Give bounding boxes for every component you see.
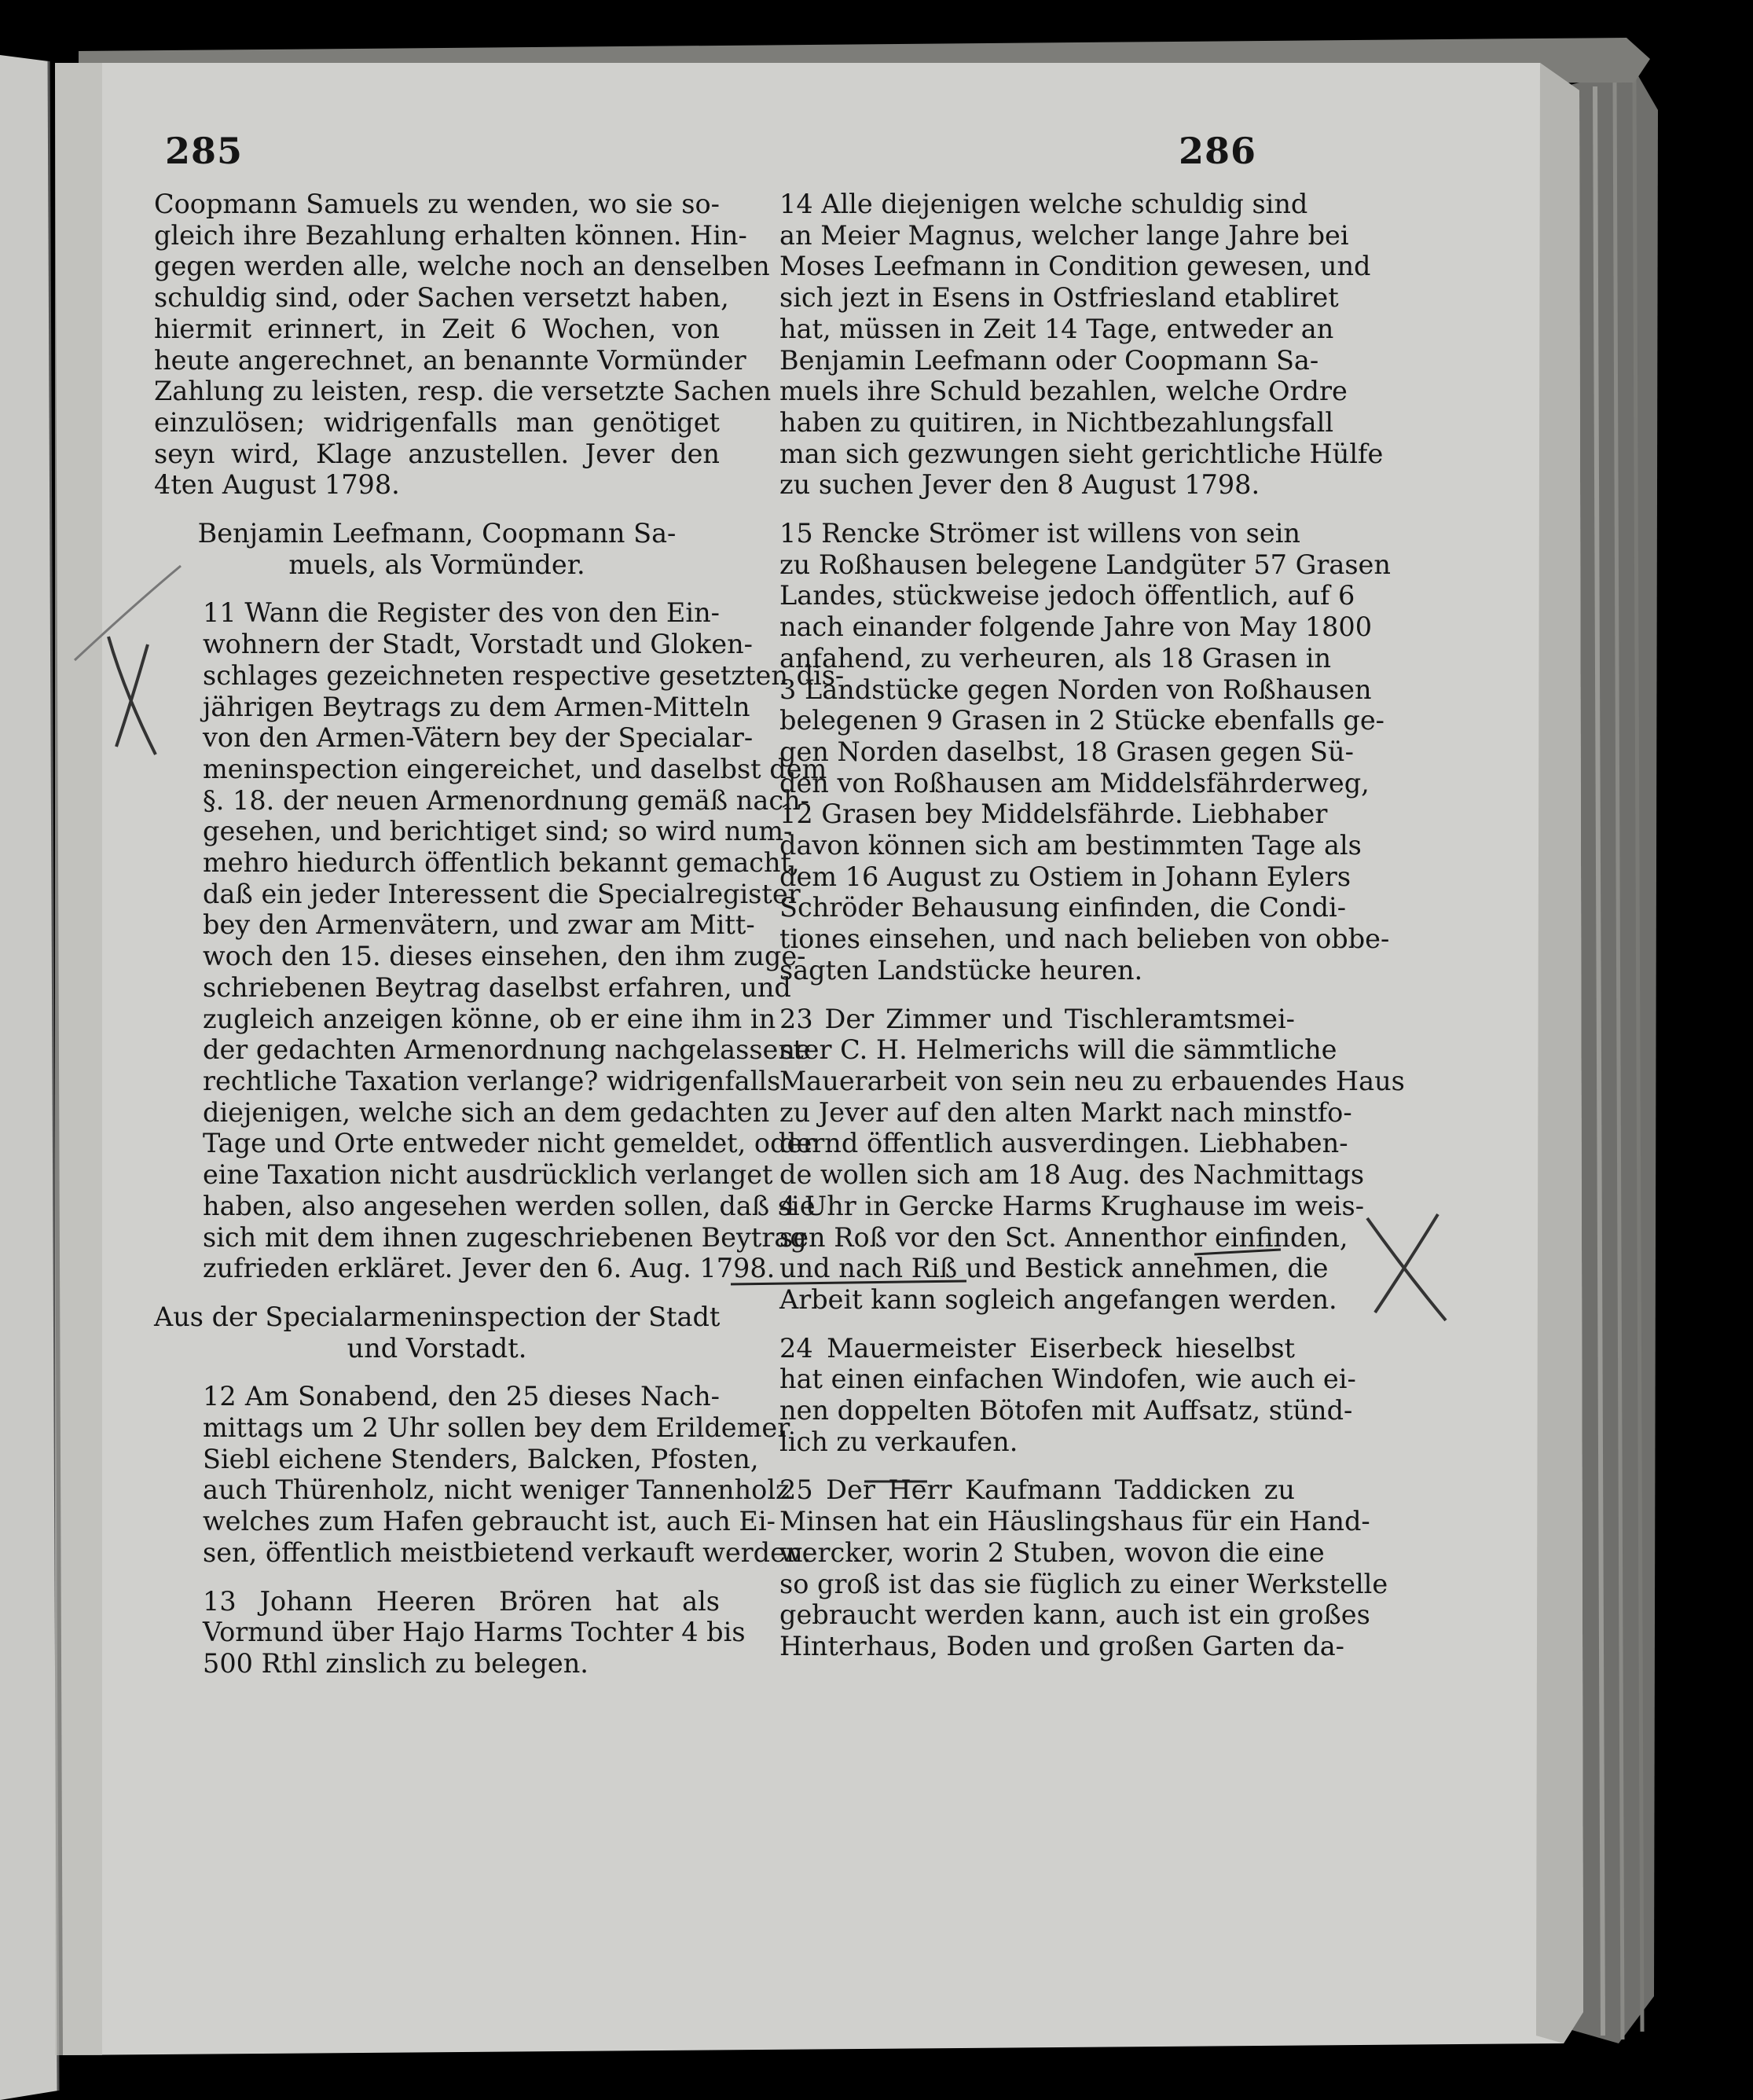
text-line: haben, also angesehen werden sollen, daß sie bbox=[203, 1190, 816, 1221]
text-line: mittags um 2 Uhr sollen bey dem Erildemer bbox=[203, 1412, 790, 1444]
text-line: muels ihre Schuld bezahlen, welche Ordre bbox=[779, 376, 1348, 407]
text-line: und Vorstadt. bbox=[347, 1332, 527, 1364]
text-line: schlages gezeichneten respective gesetzten dis- bbox=[203, 659, 845, 691]
text-line: hiermit erinnert, in Zeit 6 Wochen, von bbox=[154, 313, 720, 344]
text-line: Zahlung zu leisten, resp. die versetzte Sachen bbox=[154, 376, 772, 407]
text-line: sen, öffentlich meistbietend verkauft werden. bbox=[203, 1536, 812, 1568]
page-number-right: 286 bbox=[1179, 130, 1257, 172]
text-line: de wollen sich am 18 Aug. des Nachmittags bbox=[779, 1159, 1365, 1191]
text-line: anfahend, zu verheuren, als 18 Grasen in bbox=[779, 642, 1332, 674]
text-line: hat, müssen in Zeit 14 Tage, entweder an bbox=[779, 313, 1334, 344]
right-column-text bbox=[731, 189, 1405, 1680]
text-line: haben zu quitiren, in Nichtbezahlungsfall bbox=[779, 406, 1334, 438]
text-line: der gedachten Armenordnung nachgelassene bbox=[203, 1034, 811, 1066]
text-line: 15 Rencke Strömer ist willens von sein bbox=[779, 518, 1300, 549]
text-line: Landes, stückweise jedoch öffentlich, auf 6 bbox=[779, 580, 1355, 611]
text-line: gen Norden daselbst, 18 Grasen gegen Sü- bbox=[779, 736, 1354, 767]
text-line: meninspection eingereichet, und daselbst dem bbox=[203, 753, 827, 784]
text-line: 500 Rthl zinslich zu belegen. bbox=[203, 1647, 589, 1679]
text-line: 4 Uhr in Gercke Harms Krughause im weis- bbox=[779, 1190, 1365, 1221]
text-line: nen doppelten Bötofen mit Auffsatz, stünd- bbox=[779, 1395, 1353, 1426]
text-line: so groß ist das sie füglich zu einer Werkstelle bbox=[779, 1568, 1388, 1599]
text-line: wercker, worin 2 Stuben, wovon die eine bbox=[779, 1536, 1325, 1568]
text-line: welches zum Hafen gebraucht ist, auch Ei- bbox=[203, 1506, 776, 1537]
paragraph bbox=[154, 1301, 720, 1364]
text-line: gleich ihre Bezahlung erhalten können. Hin- bbox=[154, 219, 747, 251]
text-line: tiones einsehen, und nach belieben von obbe- bbox=[779, 923, 1390, 955]
text-line: zu Jever auf den alten Markt nach minstfo- bbox=[779, 1096, 1352, 1128]
page-number-left: 285 bbox=[165, 130, 244, 172]
paragraph bbox=[731, 1474, 1388, 1661]
text-line: zu suchen Jever den 8 August 1798. bbox=[779, 469, 1260, 501]
text-line: hat einen einfachen Windofen, wie auch ei- bbox=[779, 1364, 1356, 1395]
paragraph bbox=[154, 1381, 812, 1568]
text-line: jährigen Beytrags zu dem Armen-Mitteln bbox=[203, 691, 750, 722]
text-line: Benjamin Leefmann, Coopmann Sa- bbox=[197, 518, 677, 549]
text-line: schuldig sind, oder Sachen versetzt haben, bbox=[154, 282, 729, 314]
text-line: dem 16 August zu Ostiem in Johann Eylers bbox=[779, 861, 1351, 892]
text-line: 23 Der Zimmer und Tischleramtsmei- bbox=[779, 1003, 1295, 1034]
text-line: davon können sich am bestimmten Tage als bbox=[779, 830, 1362, 861]
paragraph bbox=[731, 518, 1391, 986]
text-line: diejenigen, welche sich an dem gedachten bbox=[203, 1096, 770, 1128]
paragraph bbox=[731, 1332, 1356, 1458]
text-line: muels, als Vormünder. bbox=[288, 549, 585, 580]
text-line: Coopmann Samuels zu wenden, wo sie so- bbox=[154, 189, 720, 219]
paragraph bbox=[154, 597, 845, 1284]
text-line: daß ein jeder Interessent die Specialregister bbox=[203, 878, 801, 909]
text-line: woch den 15. dieses einsehen, den ihm zuge- bbox=[203, 941, 806, 972]
text-line: Aus der Specialarmeninspection der Stadt bbox=[154, 1301, 721, 1332]
text-line: heute angerechnet, an benannte Vormünder bbox=[154, 344, 746, 376]
text-line: Minsen hat ein Häuslingshaus für ein Hand- bbox=[779, 1506, 1370, 1537]
text-line: Schröder Behausung einfinden, die Condi- bbox=[779, 892, 1347, 923]
text-line: 4ten August 1798. bbox=[154, 469, 400, 501]
text-line: gegen werden alle, welche noch an denselben bbox=[154, 251, 770, 282]
text-line: Mauerarbeit von sein neu zu erbauendes Haus bbox=[779, 1065, 1405, 1096]
text-line: 3 Landstücke gegen Norden von Roßhausen bbox=[779, 674, 1372, 705]
text-line: Moses Leefmann in Condition gewesen, und bbox=[779, 251, 1371, 282]
text-line: mehro hiedurch öffentlich bekannt gemacht, bbox=[203, 847, 800, 879]
text-line: §. 18. der neuen Armenordnung gemäß nach- bbox=[203, 784, 809, 816]
text-line: schriebenen Beytrag daselbst erfahren, und bbox=[203, 971, 791, 1003]
text-line: 14 Alle diejenigen welche schuldig sind bbox=[779, 189, 1308, 219]
text-line: wohnern der Stadt, Vorstadt und Gloken- bbox=[203, 629, 753, 660]
text-line: 25 Der Herr Kaufmann Taddicken zu bbox=[779, 1474, 1295, 1506]
text-line: Tage und Orte entweder nicht gemeldet, oder bbox=[203, 1128, 816, 1159]
text-line: rechtliche Taxation verlange? widrigenfalls bbox=[203, 1065, 781, 1096]
text-line: seyn wird, Klage anzustellen. Jever den bbox=[154, 438, 720, 469]
text-line: an Meier Magnus, welcher lange Jahre bei bbox=[779, 219, 1349, 251]
text-line: 12 Grasen bey Middelsfährde. Liebhaber bbox=[779, 799, 1328, 830]
paragraph bbox=[731, 189, 1384, 501]
paragraph bbox=[731, 1003, 1405, 1316]
text-line: zufrieden erkläret. Jever den 6. Aug. 1798. bbox=[203, 1253, 776, 1284]
text-line: auch Thürenholz, nicht weniger Tannenholz bbox=[203, 1474, 790, 1506]
text-line: gesehen, und berichtiget sind; so wird num- bbox=[203, 816, 793, 847]
text-line: Siebl eichene Stenders, Balcken, Pfosten, bbox=[203, 1443, 759, 1474]
text-line: belegenen 9 Grasen in 2 Stücke ebenfalls ge- bbox=[779, 705, 1384, 736]
text-line: sich jezt in Esens in Ostfriesland etabliret bbox=[779, 282, 1339, 314]
text-line: zu Roßhausen belegene Landgüter 57 Grasen bbox=[779, 549, 1391, 580]
text-line: Arbeit kann sogleich angefangen werden. bbox=[779, 1283, 1337, 1315]
text-line: zugleich anzeigen könne, ob er eine ihm in bbox=[203, 1003, 776, 1034]
text-line: Vormund über Hajo Harms Tochter 4 bis bbox=[203, 1617, 746, 1648]
text-line: dernd öffentlich ausverdingen. Liebhaben- bbox=[779, 1128, 1348, 1159]
text-line: von den Armen-Vätern bey der Specialar- bbox=[203, 722, 754, 754]
paragraph bbox=[154, 1585, 746, 1680]
text-line: 12 Am Sonabend, den 25 dieses Nach- bbox=[203, 1381, 720, 1412]
text-line: und nach Riß und Bestick annehmen, die bbox=[779, 1253, 1329, 1284]
text-line: nach einander folgende Jahre von May 1800 bbox=[779, 611, 1373, 643]
text-line: lich zu verkaufen. bbox=[779, 1426, 1018, 1457]
text-line: bey den Armenvätern, und zwar am Mitt- bbox=[203, 909, 755, 941]
text-line: ster C. H. Helmerichs will die sämmtliche bbox=[779, 1034, 1337, 1066]
text-line: einzulösen; widrigenfalls man genötiget bbox=[154, 406, 720, 438]
text-line: den von Roßhausen am Middelsfährderweg, bbox=[779, 767, 1370, 799]
paragraph bbox=[154, 518, 720, 580]
text-line: Benjamin Leefmann oder Coopmann Sa- bbox=[779, 344, 1319, 376]
text-line: eine Taxation nicht ausdrücklich verlanget bbox=[203, 1159, 773, 1191]
text-line: 11 Wann die Register des von den Ein- bbox=[203, 597, 720, 629]
text-line: sagten Landstücke heuren. bbox=[779, 954, 1143, 986]
text-line: gebraucht werden kann, auch ist ein großes bbox=[779, 1599, 1370, 1631]
text-line: Hinterhaus, Boden und großen Garten da- bbox=[779, 1630, 1344, 1661]
text-line: 24 Mauermeister Eiserbeck hieselbst bbox=[779, 1332, 1295, 1364]
text-line: man sich gezwungen sieht gerichtliche Hülfe bbox=[779, 438, 1384, 469]
text-line: 13 Johann Heeren Brören hat als bbox=[203, 1585, 720, 1617]
text-line: sich mit dem ihnen zugeschriebenen Beytrag bbox=[203, 1221, 807, 1253]
text-line: sen Roß vor den Sct. Annenthor einfinden, bbox=[779, 1221, 1348, 1253]
paragraph bbox=[154, 189, 772, 501]
left-column-text bbox=[154, 189, 845, 1697]
